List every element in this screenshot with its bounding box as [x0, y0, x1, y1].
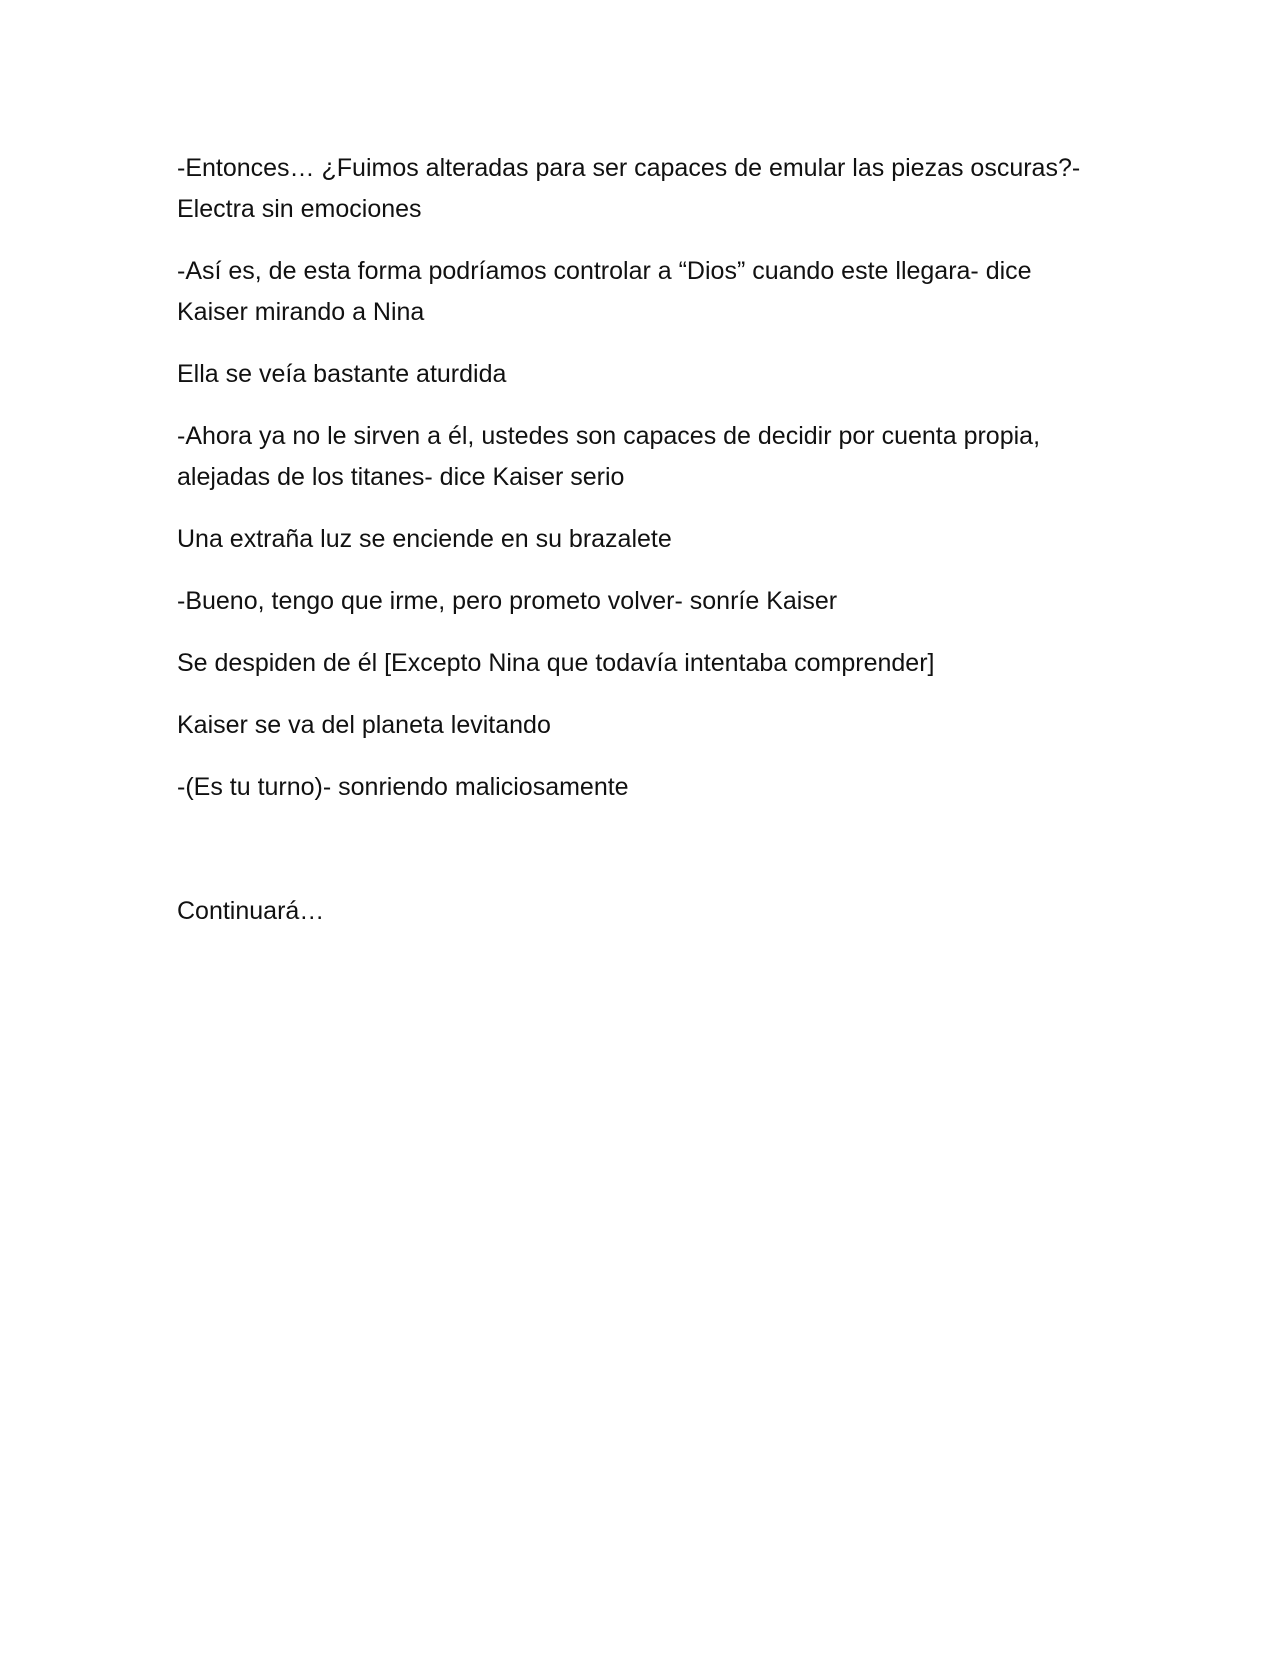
blank-line: [177, 829, 1097, 870]
paragraph-8: Kaiser se va del planeta levitando: [177, 711, 551, 739]
paragraph-7: Se despiden de él [Excepto Nina que todavía intentaba comprender]: [177, 649, 935, 677]
paragraph-6: -Bueno, tengo que irme, pero prometo volver- sonríe Kaiser: [177, 587, 838, 615]
paragraph-1: -Entonces… ¿Fuimos alteradas para ser capaces de emular las piezas oscuras?- Electra sin emociones: [177, 154, 1081, 223]
closing-line: Continuará…: [177, 897, 325, 925]
paragraph-4: -Ahora ya no le sirven a él, ustedes son capaces de decidir por cuenta propia, alejadas de los titanes- dice Kaiser serio: [177, 422, 1041, 491]
document-body: [177, 148, 1097, 953]
paragraph-5: Una extraña luz se enciende en su brazalete: [177, 525, 672, 553]
paragraph-9: -(Es tu turno)- sonriendo maliciosamente: [177, 773, 629, 801]
paragraph-2: -Así es, de esta forma podríamos controlar a “Dios” cuando este llegara- dice Kaiser mirando a Nina: [177, 257, 1032, 326]
paragraph-3: Ella se veía bastante aturdida: [177, 360, 507, 388]
